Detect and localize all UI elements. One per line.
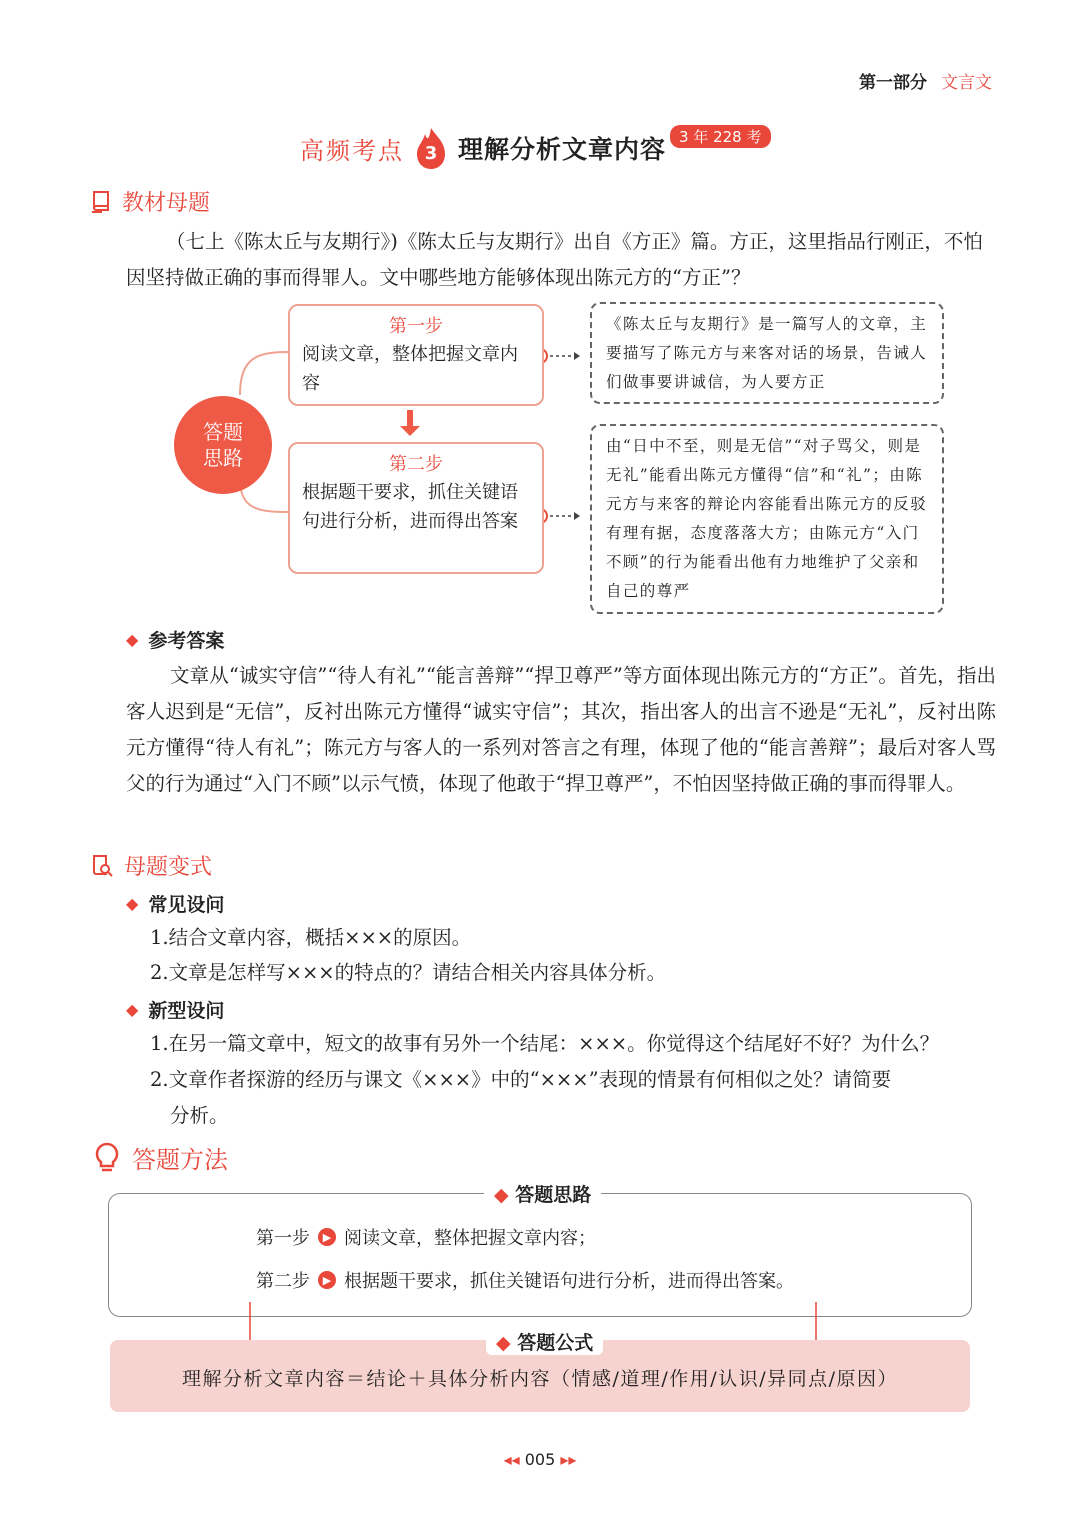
step2-text: 根据题干要求，抓住关键语句进行分析，进而得出答案 [302, 482, 518, 532]
question-line-2: 因坚持做正确的事而得罪人。文中哪些地方能够体现出陈元方的“方正”？ [126, 266, 751, 289]
formula-label-text: 答题公式 [517, 1332, 594, 1354]
lightbulb-icon [92, 1141, 122, 1175]
answer-thinking-circle [174, 396, 272, 494]
thinking-label [484, 1180, 601, 1207]
diamond-icon: ◆ [126, 1000, 139, 1019]
method-step2-label: 第二步 [256, 1271, 310, 1292]
variants-heading-label: 母题变式 [124, 855, 213, 880]
formula-label [486, 1328, 603, 1355]
book-search-icon [90, 854, 114, 878]
title-prefix: 高频考点 [300, 136, 404, 165]
common-heading-label: 常见设问 [148, 894, 225, 916]
common-question-2: 2.文章是怎样写×××的特点的？请结合相关内容具体分析。 [150, 961, 667, 984]
textbook-heading-label: 教材母题 [122, 191, 211, 216]
step2-box [288, 442, 544, 574]
part-label: 第一部分 [859, 73, 927, 93]
step2-title: 第二步 [389, 454, 443, 475]
method-step1-text: 阅读文章，整体把握文章内容； [344, 1228, 596, 1249]
thinking-frame [108, 1193, 972, 1317]
title-number: 3 [424, 143, 438, 164]
answer-heading [126, 626, 224, 653]
page-number [0, 1450, 1080, 1469]
formula-text: 理解分析文章内容＝结论＋具体分析内容（情感/道理/作用/认识/异同点/原因） [181, 1368, 898, 1390]
method-step1-label: 第一步 [256, 1228, 310, 1249]
new-question-1: 1.在另一篇文章中，短文的故事有另外一个结尾：×××。你觉得这个结尾好不好？为什么？ [150, 1032, 940, 1055]
variants-heading [90, 850, 212, 881]
step1-box [288, 304, 544, 406]
method-step2-text: 根据题干要求，抓住关键语句进行分析，进而得出答案。 [344, 1271, 794, 1292]
circle-line-2: 思路 [203, 446, 243, 470]
arrow-right-icon: ▶ [318, 1271, 336, 1289]
method-step-2 [256, 1267, 794, 1293]
step1-text: 阅读文章，整体把握文章内容 [302, 344, 518, 394]
circle-line-1: 答题 [203, 420, 243, 444]
thinking-label-text: 答题思路 [515, 1184, 592, 1206]
method-heading-label: 答题方法 [132, 1146, 228, 1174]
diamond-icon: ◆ [126, 894, 139, 913]
new-questions-heading [126, 996, 224, 1023]
new-question-2-line-1: 2.文章作者探游的经历与课文《×××》中的“×××”表现的情景有何相似之处？请简要 [150, 1068, 892, 1091]
common-questions-heading [126, 890, 224, 917]
diamond-icon: ◆ [494, 1184, 509, 1206]
diamond-icon: ◆ [496, 1332, 511, 1354]
step1-note: 《陈太丘与友期行》是一篇写人的文章，主要描写了陈元方与来客对话的场景，告诫人们做事要讲诚信，为人要方正 [590, 302, 944, 404]
step2-note: 由“日中不至，则是无信”“对子骂父，则是无礼”能看出陈元方懂得“信”和“礼”；由陈元方与来客的辩论内容能看出陈元方的反驳有理有据，态度落落大方；由陈元方“入门不顾”的行为能看出他有力地维护了父亲和自己的尊严 [590, 424, 944, 614]
double-chevron-left-icon: ◂◂ [503, 1450, 520, 1469]
common-question-1: 1.结合文章内容，概括×××的原因。 [150, 926, 472, 949]
diamond-icon: ◆ [126, 630, 139, 649]
step1-title: 第一步 [389, 316, 443, 337]
section-label: 文言文 [941, 73, 992, 93]
method-heading [92, 1140, 228, 1175]
answer-text: 文章从“诚实守信”“待人有礼”“能言善辩”“捍卫尊严”等方面体现出陈元方的“方正”。首先，指出客人迟到是“无信”，反衬出陈元方懂得“诚实守信”；其次，指出客人的出言不逊是“无礼”，反衬出陈元方懂得“待人有礼”；陈元方与客人的一系列对答言之有理，体现了他的“能言善辩”；最后对客人骂父的行为通过“入门不顾”以示气愤，体现了他敢于“捍卫尊严”，不怕因坚持做正确的事而得罪人。 [126, 664, 996, 795]
method-step-1 [256, 1224, 596, 1250]
exam-count-badge: 3 年 228 考 [670, 125, 770, 148]
page-number-text: 005 [524, 1450, 556, 1469]
new-heading-label: 新型设问 [148, 1000, 225, 1022]
arrow-right-icon: ▶ [318, 1228, 336, 1246]
question-line-1: （七上《陈太丘与友期行》)《陈太丘与友期行》出自《方正》篇。方正，这里指品行刚正，不怕 [166, 230, 983, 253]
new-question-2-line-2: 分析。 [170, 1104, 229, 1127]
title-main: 理解分析文章内容 [458, 135, 667, 164]
answer-heading-label: 参考答案 [148, 630, 225, 652]
double-chevron-right-icon: ▸▸ [560, 1450, 577, 1469]
